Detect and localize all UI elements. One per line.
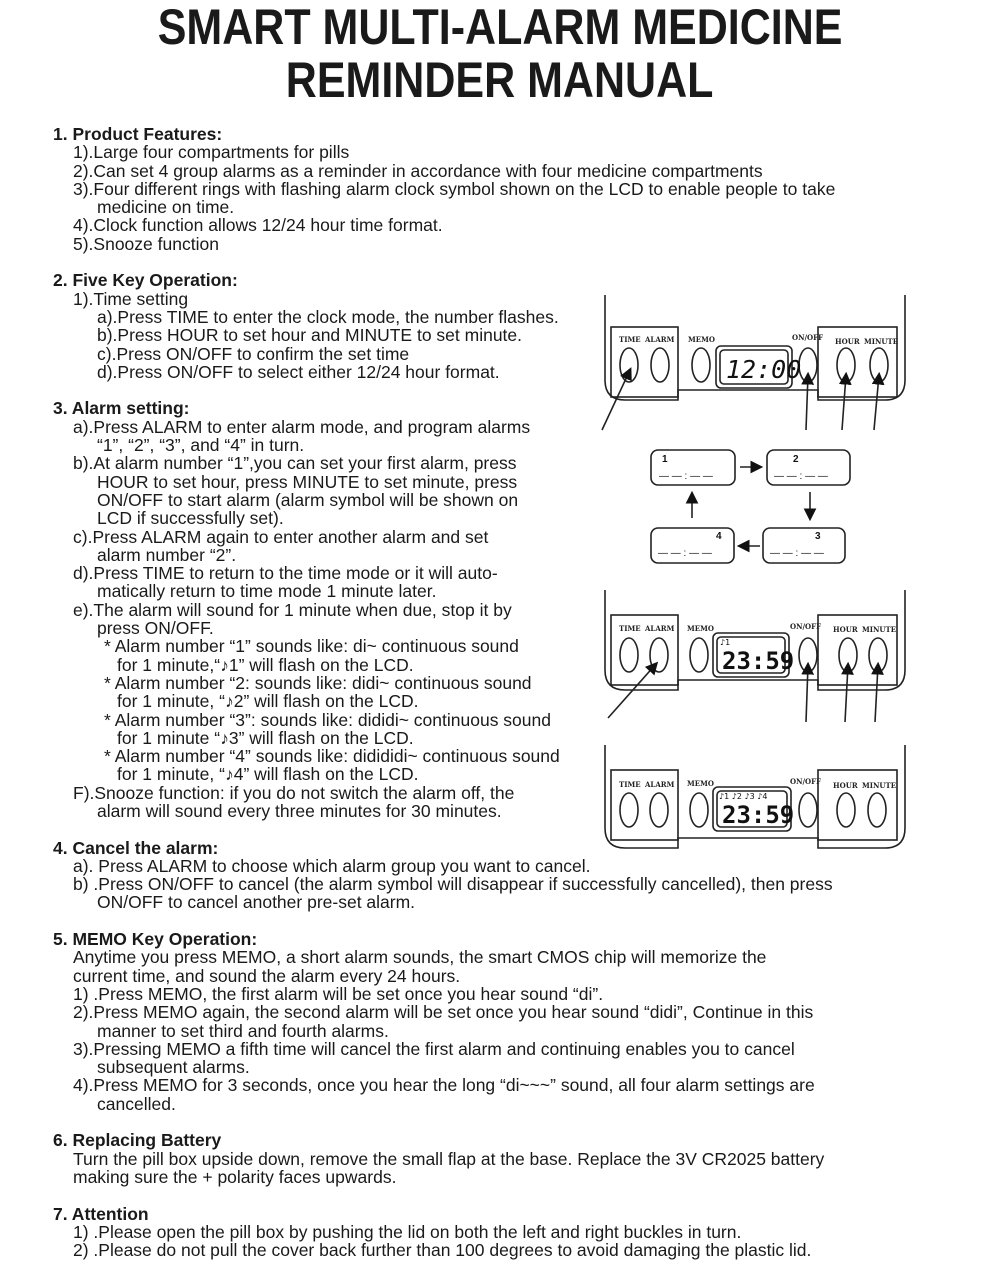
sequence-blank-time: — — : — — bbox=[659, 471, 713, 482]
text-line: b) .Press ON/OFF to cancel (the alarm symbol will disappear if successfully cancelled), then press bbox=[73, 874, 833, 895]
manual-body bbox=[0, 125, 1000, 1278]
label-minute: MINUTE bbox=[862, 781, 897, 790]
text-line: b).At alarm number “1”,you can set your first alarm, press bbox=[73, 453, 517, 474]
text-line: cancelled. bbox=[97, 1093, 176, 1114]
section-heading: 1. Product Features: bbox=[53, 124, 223, 144]
text-line: 2).Can set 4 group alarms as a reminder in accordance with four medicine compartments bbox=[73, 160, 763, 181]
text-line: press ON/OFF. bbox=[97, 618, 214, 639]
text-line: 2) .Please do not pull the cover back further than 100 degrees to avoid damaging the plastic lid. bbox=[73, 1240, 812, 1261]
text-line: subsequent alarms. bbox=[97, 1057, 250, 1078]
label-time: TIME bbox=[619, 780, 641, 789]
sequence-blank-time: — — : — — bbox=[774, 471, 828, 482]
text-line: ON/OFF to cancel another pre-set alarm. bbox=[97, 892, 416, 913]
sequence-number-1: 1 bbox=[662, 454, 668, 465]
text-line: medicine on time. bbox=[97, 197, 235, 218]
text-line: 3).Four different rings with flashing alarm clock symbol shown on the LCD to enable people to take bbox=[73, 178, 836, 199]
text-line: Anytime you press MEMO, a short alarm sounds, the smart CMOS chip will memorize the bbox=[73, 947, 767, 968]
text-line: 1).Time setting bbox=[73, 288, 189, 309]
label-onoff: ON/OFF bbox=[792, 333, 824, 342]
lcd-alarm-symbols: ♪1 ♪2 ♪3 ♪4 bbox=[719, 792, 768, 801]
label-alarm: ALARM bbox=[645, 624, 675, 633]
text-line: 1) .Press MEMO, the first alarm will be set once you hear sound “di”. bbox=[73, 983, 604, 1004]
text-line: * Alarm number “4” sounds like: didididi~ continuous sound bbox=[104, 746, 560, 767]
text-line: c).Press ON/OFF to confirm the set time bbox=[97, 343, 410, 364]
text-line: * Alarm number “3”: sounds like: dididi~ continuous sound bbox=[104, 709, 551, 730]
label-hour: HOUR bbox=[833, 625, 858, 634]
text-line: d).Press ON/OFF to select either 12/24 hour format. bbox=[97, 361, 500, 382]
text-line: “1”, “2”, “3”, and “4” in turn. bbox=[97, 435, 305, 456]
text-line: alarm number “2”. bbox=[97, 544, 237, 565]
section-heading: 4. Cancel the alarm: bbox=[53, 837, 219, 858]
text-line: manner to set third and fourth alarms. bbox=[97, 1020, 389, 1041]
text-line: for 1 minute,“♪1” will flash on the LCD. bbox=[117, 654, 414, 675]
label-alarm: ALARM bbox=[645, 780, 675, 789]
text-line: 4).Clock function allows 12/24 hour time format. bbox=[73, 215, 443, 236]
text-line: for 1 minute “♪3” will flash on the LCD. bbox=[117, 727, 414, 748]
text-line: 3).Pressing MEMO a fifth time will cancel the first alarm and continuing enables you to cancel bbox=[73, 1038, 795, 1059]
text-line: e).The alarm will sound for 1 minute when due, stop it by bbox=[73, 599, 512, 620]
text-line: matically return to time mode 1 minute later. bbox=[97, 581, 437, 602]
lcd-time-display: 12:00 bbox=[726, 355, 802, 384]
text-line: 5).Snooze function bbox=[73, 233, 219, 254]
text-line: c).Press ALARM again to enter another alarm and set bbox=[73, 526, 489, 547]
label-time: TIME bbox=[619, 335, 641, 344]
text-line: a).Press ALARM to enter alarm mode, and program alarms bbox=[73, 416, 531, 437]
label-memo: MEMO bbox=[687, 624, 714, 633]
sequence-number-4: 4 bbox=[716, 531, 722, 542]
sequence-number-2: 2 bbox=[793, 454, 799, 465]
title-line-2: REMINDER MANUAL bbox=[286, 52, 714, 108]
text-line: Turn the pill box upside down, remove the small flap at the base. Replace the 3V CR2025 battery bbox=[73, 1148, 825, 1169]
section-3 bbox=[0, 399, 1000, 820]
text-line: * Alarm number “1” sounds like: di~ continuous sound bbox=[104, 636, 519, 657]
label-alarm: ALARM bbox=[645, 335, 675, 344]
section-heading: 6. Replacing Battery bbox=[53, 1130, 222, 1151]
section-6 bbox=[0, 1131, 1000, 1186]
label-minute: MINUTE bbox=[864, 337, 899, 346]
text-line: 4).Press MEMO for 3 seconds, once you hear the long “di~~~” sound, all four alarm settings are bbox=[73, 1075, 815, 1096]
text-line: for 1 minute, “♪2” will flash on the LCD. bbox=[117, 691, 419, 712]
text-line: 1) .Please open the pill box by pushing the lid on both the left and right buckles in turn. bbox=[73, 1221, 742, 1242]
text-line: d).Press TIME to return to the time mode or it will auto- bbox=[73, 563, 498, 584]
label-minute: MINUTE bbox=[862, 625, 897, 634]
label-memo: MEMO bbox=[687, 779, 714, 788]
lcd-alarm-symbol: ♪1 bbox=[720, 638, 731, 647]
label-onoff: ON/OFF bbox=[790, 622, 822, 631]
section-1 bbox=[0, 125, 1000, 253]
text-line: F).Snooze function: if you do not switch the alarm off, the bbox=[73, 782, 515, 803]
text-line: a). Press ALARM to choose which alarm group you want to cancel. bbox=[73, 855, 591, 876]
label-onoff: ON/OFF bbox=[790, 777, 822, 786]
text-line: 2).Press MEMO again, the second alarm will be set once you hear sound “didi”, Continue in this bbox=[73, 1002, 814, 1023]
section-heading: 5. MEMO Key Operation: bbox=[53, 929, 258, 950]
sequence-number-3: 3 bbox=[815, 531, 821, 542]
sequence-blank-time: — — : — — bbox=[658, 548, 712, 559]
page-title bbox=[0, 1, 1000, 107]
text-line: a).Press TIME to enter the clock mode, the number flashes. bbox=[97, 306, 559, 327]
label-hour: HOUR bbox=[833, 781, 858, 790]
text-line: alarm will sound every three minutes for 30 minutes. bbox=[97, 800, 502, 821]
text-line: * Alarm number “2: sounds like: didi~ continuous sound bbox=[104, 672, 532, 693]
text-line: for 1 minute, “♪4” will flash on the LCD. bbox=[117, 764, 419, 785]
text-line: b).Press HOUR to set hour and MINUTE to set minute. bbox=[97, 325, 523, 346]
section-5 bbox=[0, 930, 1000, 1113]
text-line: current time, and sound the alarm every 24 hours. bbox=[73, 965, 461, 986]
section-heading: 2. Five Key Operation: bbox=[53, 270, 238, 291]
text-line: 1).Large four compartments for pills bbox=[73, 142, 350, 163]
lcd-time-display: 23:59 bbox=[722, 647, 795, 675]
text-line: making sure the + polarity faces upwards. bbox=[73, 1166, 397, 1187]
section-2 bbox=[0, 271, 1000, 381]
section-heading: 7. Attention bbox=[53, 1203, 149, 1224]
lcd-time-display: 23:59 bbox=[722, 801, 795, 829]
section-heading: 3. Alarm setting: bbox=[53, 398, 190, 419]
section-4 bbox=[0, 839, 1000, 912]
label-hour: HOUR bbox=[835, 337, 860, 346]
title-line-1: SMART MULTI-ALARM MEDICINE bbox=[157, 0, 843, 55]
text-line: LCD if successfully set). bbox=[97, 508, 284, 529]
label-memo: MEMO bbox=[688, 335, 715, 344]
sequence-blank-time: — — : — — bbox=[770, 548, 824, 559]
label-time: TIME bbox=[619, 624, 641, 633]
text-line: ON/OFF to start alarm (alarm symbol will be shown on bbox=[97, 489, 519, 510]
text-line: HOUR to set hour, press MINUTE to set minute, press bbox=[97, 471, 518, 492]
section-7 bbox=[0, 1205, 1000, 1260]
